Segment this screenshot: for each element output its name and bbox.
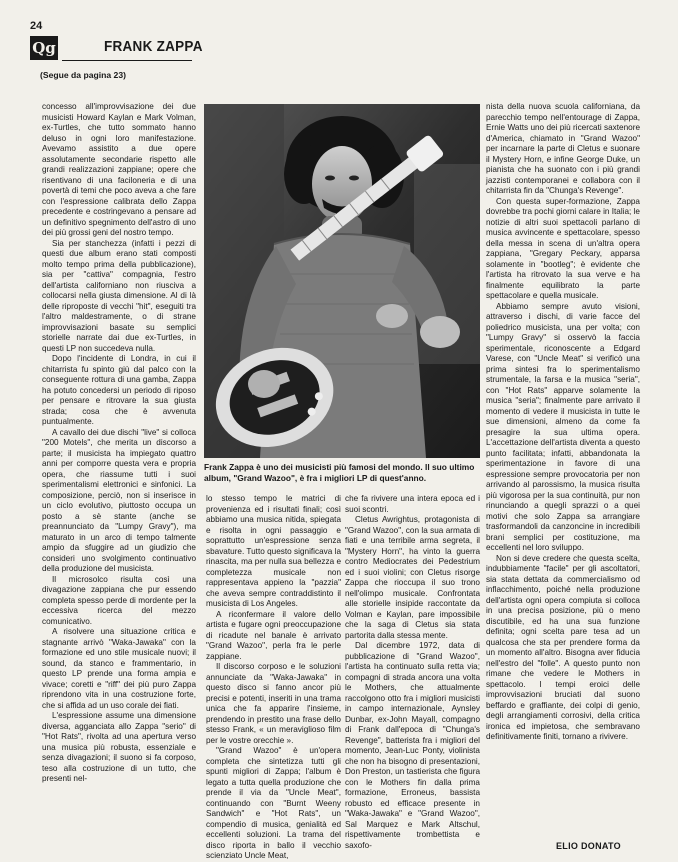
paragraph: A risolvere una situazione critica e stagnante arrivò "Waka-Jawaka" con la formazione ed uno stile musicale nuovi; il sound, da stanco e frammentario, in questo LP prende una forma ampia e vivace; coretti e "riff" dei più puro Zappa riprendono vita in una costruzione forte, che si affida ad un uso corale dei fiati. (42, 627, 196, 710)
paragraph: che fa rivivere una intera epoca ed i suoi scontri. (345, 494, 480, 514)
paragraph: Con questa super-formazione, Zappa dovrebbe tra pochi giorni calare in Italia; le notizie di altri suoi spettacoli parlano di musica avvincente e spettacolare, spesso della messa in scena di un'altra opera zappiana, "Gregary Peckary, apparsa solamente in "bootleg"; è evidente che l'artista ha ritrovato la sua verve e ha finalmente equilibrato la parte spettacolare e quella musicale. (486, 196, 640, 300)
paragraph: Abbiamo sempre avuto visioni, attraverso i dischi, di varie facce del poliedrico musicista, una per volta; con "Lumpy Gravy" si osservò la faccia sperimentale, riconoscente a Edgard Varese, con "Uncle Meat" si verificò una prima sintesi fra lo sperimentalismo strumentale, la farsa e la musica "seria", con "Hot Rats" apparve solamente la musica "seria"; finalmente pare arrivato il momento di vedere il musicista in tutte le sue dimensioni, almeno da come fa presagire la sua ultima opera. L'accettazione dell'artista diventa a questo punto facilitata; infatti, abbandonata la sperimentazione in favore di una espressione sempre provocatoria per non arrivando al parossismo, la musica risulta più vigorosa per la sua continuità, pur non rinunciando a quegli sprazzi o a quei motivi che solo Zappa sa arrangiare trasformandoli da canzoncine in incredibili brani semplici per costituzione, ma eccellenti nel loro sviluppo. (486, 301, 640, 552)
text-column-3 (345, 494, 480, 854)
paragraph: Non si deve credere che questa scelta, indubbiamente "facile" per gli ascoltatori, sia stata dettata da commercialismo od inflacchimento, poiché nella produzione dell'artista ogni opera compiuta si colloca in una precisa posizione, più o meno discutibile, ed ha una sua funzione definita; ogni scelta pare tesa ad un qualcosa che sta per prendere forma da un momento all'altro. Bisogna aver fiducia nell'estro del "folle". A questo punto non rimane che vedere le Mothers in spettacolo. I tempi eroici delle improvvisazioni bruciati dal suono beffardo e graffiante, dei colpi di genio, degli arrangiamenti corrosivi, della critica ironica ed impietosa, che sembravano definitivamente finiti, tornano a rivivere. (486, 553, 640, 741)
paragraph: nista della nuova scuola californiana, da parecchio tempo nell'entourage di Zappa, Ernie Watts uno dei più ricercati saxtenore d'America, chiamato in "Grand Wazoo" per incarnare la parte di Cletus e suonare il Mystery Horn, e infine George Duke, un pianista che ha suonato con i più grandi jazzisti contemporanei e collabora con il chitarrista fin da "Chunga's Revenge". (486, 102, 640, 195)
author-byline: ELIO DONATO (556, 841, 621, 851)
paragraph: Dal dicembre 1972, data di pubblicazione di "Grand Wazoo", l'artista ha continuato sulla retta via; compagni di strada ancora una volta le Mothers, che attualmente raccolgono otto fra i migliori musicisti in campo internazionale, Aynsley Dunbar, ex-John Mayall, compagno di Frank dall'epoca di "Chunga's Revenge", batterista fra i migliori del momento, Jean-Luc Ponty, violinista che non ha bisogno di presentazioni, Don Preston, un tastierista che figura con le Mothers fin dalla prima formazione, Erroneus, bassista robusto ed efficace presente in "Waka-Jawaka" e "Grand Wazoo", Sal Marquez e Mark Altschul, rispettivamente trombettista e saxofo- (345, 641, 480, 850)
paragraph: "Grand Wazoo" è un'opera completa che sintetizza tutti gli spunti migliori di Zappa; l'album è legato a tutta quella produzione che prende il via da "Uncle Meat", continuando con "Burnt Weeny Sandwich" e "Hot Rats", un compendio di musica, genialità ed eccellenti soluzioni. La trama del disco riporta in ballo il vecchio scienziato Uncle Meat, (206, 746, 341, 860)
paragraph: lo stesso tempo le matrici di provenienza ed i risultati finali; così abbiamo una musica nitida, spiegata e risolta in ogni passaggio e soprattutto un'espressione senza sbavature. Tutto questo significava la rinascita, ma per nulla sua bellezza e completezza musicale non rappresentava appieno la "pazzia" che aveva sempre contraddistinto il musicista di Los Angeles. (206, 494, 341, 608)
text-column-1 (42, 102, 196, 854)
paragraph: Il microsolco risulta così una divagazione zappiana che pur essendo completa spesso perde di mordente per la eccessiva ricerca del mezzo comunicativo. (42, 574, 196, 626)
paragraph: Dopo l'incidente di Londra, in cui il chitarrista fu spinto giù dal palco con la conseguente rottura di una gamba, Zappa ha potuto concedersi un periodo di riposo per pensare e ritrovare la sua giusta strada; cosa che è avvenuta puntualmente. (42, 354, 196, 426)
paragraph: Il discorso corposo e le soluzioni annunciate da "Waka-Jawaka" in questo disco si fanno ancor più precisi e potenti, inseriti in una trama unica che fa apparire l'insieme, prendendo in prestito una frase dello stesso Frank, « un meraviglioso film per le vostre orecchie ». (206, 662, 341, 745)
paragraph: L'espressione assume una dimensione diversa, agganciata allo Zappa "serio" di "Hot Rats", rivolta ad una apertura verso una musica più robusta, essenziale e senza divagazioni; il suono si fa corposo, teso alla costruzione di un tutto, che presenti nel- (42, 711, 196, 783)
paragraph: concesso all'improvvisazione dei due musicisti Howard Kaylan e Mark Volman, ex-Turtles, che tutto sommato hanno deluso in ogni loro manifestazione. Avevamo assistito a due opere assolutamente secondarie rispetto alle grandi realizzazioni zappiane; opere che risentivano di una faciloneria e di una povertà di temi che poco aveva a che fare con l'espressione calibrata dello Zappa precedente e costringevano a pensare ad un definitivo spegnimento dell'astro di uno dei più grossi geni del nostro tempo. (42, 102, 196, 237)
continued-note: (Segue da pagina 23) (40, 70, 126, 80)
magazine-logo: Qg (30, 36, 58, 60)
guitarist-photo-illustration (204, 104, 480, 458)
photo-caption: Frank Zappa è uno dei musicisti più famosi del mondo. Il suo ultimo album, "Grand Wazoo", è fra i migliori LP di quest'anno. (204, 462, 475, 483)
header-rule (62, 60, 192, 61)
article-title: FRANK ZAPPA (104, 38, 203, 55)
paragraph: Sia per stanchezza (infatti i pezzi di questi due album erano stati composti molto tempo prima della pubblicazione), sia per "cattiva" compagnia, l'estro dell'artista californiano non riusciva a collocarsi nella giusta dimensione. Al di là delle riproposte di vecchi "hit", eseguiti tra l'altro maldestramente, o di strane improvvisazioni basate su semplici storielle narrate dai due ex-Turtles, in questi LP non succedeva nulla. (42, 238, 196, 353)
page-number: 24 (30, 20, 43, 32)
text-column-2 (206, 494, 341, 860)
text-column-4 (486, 102, 640, 842)
paragraph: A riconfermare il valore dello artista e fugare ogni preoccupazione di ricadute nel banale è arrivato "Grand Wazoo", perla fra le perle zappiane. (206, 609, 341, 661)
paragraph: A cavallo dei due dischi "live" si colloca "200 Motels", che merita un discorso a parte; il musicista ha impiegato quattro anni per comporre questa vera e propria opera, che riassume tutti i suoi sperimentalismi elettronici e sinfonici. La composizione, perciò, non si inserisce in un ciclo evolutivo, piuttosto occupa un posto a sè stante (anche se preannunciato da "Lumpy Gravy"), ma maturato in un arco di tempo talmente ampio da sfuggire ad un giudizio che consideri uno svolgimento continuativo della produzione del musicista. (42, 427, 196, 573)
paragraph: Cletus Awrightus, protagonista di "Grand Wazoo", con la sua armata di fiati e una terribile arma segreta, il "Mystery Horn", ha vinto la guerra contro Mediocrates dei Pedestrium ed i suoi violini; con Cletus risorge Zappa che rioccupa il suo trono nell'olimpo musicale. Confrontata alle storielle insipide raccontate da Volman e Kaylan, pare impossibile che la saga di Cletus sia stata partorita dalla stessa mente. (345, 515, 480, 640)
photo-frank-zappa (204, 104, 480, 458)
